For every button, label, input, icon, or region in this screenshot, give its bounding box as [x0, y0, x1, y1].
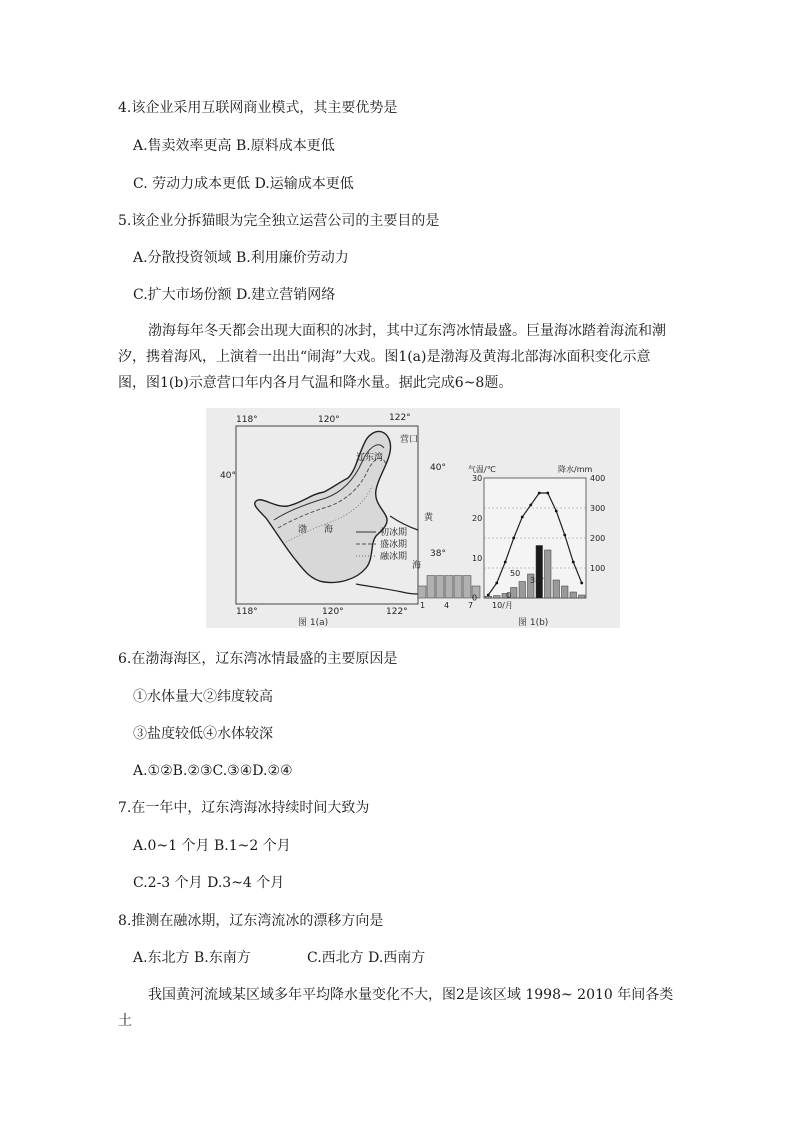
precip-bar — [536, 546, 543, 599]
figure-1 — [206, 408, 620, 628]
temperature-point — [495, 582, 498, 585]
question-7-stem: 7.在一年中，辽东湾海冰持续时间大致为 — [118, 800, 370, 816]
precip-tick: 400 — [590, 474, 606, 483]
temperature-point — [504, 561, 507, 564]
precip-bar — [570, 592, 577, 598]
temperature-point — [555, 510, 558, 513]
question-5-options-cd: C.扩大市场份额 D.建立营销网络 — [133, 287, 336, 303]
precip-bar — [553, 580, 560, 598]
question-5-options-ab: A.分散投资领域 B.利用廉价劳动力 — [133, 250, 349, 266]
question-8-options-cd: C.西北方 D.西南方 — [307, 950, 426, 966]
map-lon-bottom-120: 120° — [322, 607, 344, 617]
precip-bar — [562, 586, 569, 598]
precip-tick: 200 — [590, 534, 606, 543]
precip-bar — [519, 582, 526, 599]
temp-tick: 20 — [472, 513, 483, 523]
map-lon-top-122: 122° — [389, 413, 411, 423]
map-fragment-38: 38° — [530, 576, 545, 585]
map-lat-right-40: 40° — [430, 463, 446, 473]
temperature-point — [580, 582, 583, 585]
map-lon-bottom-118: 118° — [236, 607, 258, 617]
temp-tick: 30 — [472, 474, 483, 483]
precip-bar — [494, 596, 501, 598]
precip-tick: 100 — [590, 564, 606, 573]
climate-chart — [418, 464, 605, 610]
temp-tick: 0 — [472, 593, 478, 603]
map-lat-left-40: 40° — [220, 471, 236, 481]
precip-tick: 300 — [590, 504, 606, 513]
map-lat-38: 38° — [430, 549, 446, 559]
figure-1-svg — [206, 408, 620, 628]
precip-bar — [485, 596, 492, 598]
question-4-options-ab: A.售卖效率更高 B.原料成本更低 — [133, 138, 335, 154]
precip-tick-lower: 0 — [506, 591, 512, 600]
chart-ylabel-precip: 降水/mm — [558, 465, 593, 474]
ice-area-bar — [427, 576, 435, 598]
chart-ylabel-temp: 气温/℃ — [468, 465, 496, 474]
figure-caption-a: 图 1(a) — [298, 618, 329, 628]
map-lon-bottom-122: 122° — [386, 607, 408, 617]
question-6-items-34: ③盐度较低④水体较深 — [133, 726, 273, 742]
question-4-stem: 4.该企业采用互联网商业模式，其主要优势是 — [118, 100, 398, 116]
question-4-options-cd: C. 劳动力成本更低 D.运输成本更低 — [133, 176, 354, 192]
intro-text: 渤海每年冬天都会出现大面积的冰封，其中辽东湾冰情最盛。巨量海冰踏着海流和潮汐，携着海风，上演着一出出“闹海”大戏。图1(a)是渤海及黄海北部海冰面积变化示意图，图1(b)示意营口年内各月气温和降水量。据此完成6~8题。 — [118, 323, 666, 391]
temperature-point — [563, 534, 566, 537]
map-lon-top-120: 120° — [318, 415, 340, 425]
question-8-options-ab: A.东北方 B.东南方 — [133, 950, 251, 966]
precip-bar — [545, 550, 552, 598]
question-6-stem: 6.在渤海海区，辽东湾冰情最盛的主要原因是 — [118, 651, 398, 667]
ice-area-bar — [445, 576, 453, 598]
temperature-point — [487, 594, 490, 597]
temperature-point — [572, 561, 575, 564]
x-tick: 4 — [444, 601, 450, 610]
x-tick: 1 — [420, 601, 426, 610]
sea-bohai-1: 渤 — [298, 525, 308, 535]
temperature-point — [529, 504, 532, 507]
ice-area-bars — [418, 576, 480, 598]
temperature-point — [546, 492, 549, 495]
ice-area-bar — [436, 576, 444, 598]
sea-huang: 黄 — [424, 513, 434, 523]
question-8-stem: 8.推测在融冰期，辽东湾流冰的漂移方向是 — [118, 913, 384, 929]
ice-area-bar — [463, 576, 471, 598]
question-6-items-12: ①水体量大②纬度较高 — [133, 689, 273, 705]
sea-hai: 海 — [412, 561, 422, 571]
question-5-stem: 5.该企业分拆猫眼为完全独立运营公司的主要目的是 — [118, 213, 440, 229]
precip-tick-lower: 50 — [510, 569, 521, 578]
intro-paragraph — [118, 318, 678, 396]
precip-bar — [511, 588, 518, 599]
x-tick: 10/月 — [492, 601, 513, 610]
temperature-point — [521, 516, 524, 519]
temp-tick: 10 — [472, 553, 483, 563]
question-7-options-ab: A.0~1 个月 B.1~2 个月 — [133, 838, 291, 854]
legend-melt-label: 融冰期 — [380, 552, 408, 562]
temperature-point — [512, 537, 515, 540]
outro-text: 我国黄河流域某区域多年平均降水量变化不大，图2是该区域 1998~ 2010 年间各类土 — [118, 987, 674, 1029]
map-lon-top-118: 118° — [236, 415, 258, 425]
ice-area-bar — [418, 586, 426, 598]
place-yingkou: 营口 — [400, 435, 419, 445]
precip-bar — [579, 595, 586, 598]
place-liaodongwan: 辽东湾 — [356, 453, 384, 463]
legend-early-label: 初冰期 — [380, 528, 408, 538]
figure-caption-b: 图 1(b) — [518, 618, 549, 628]
temperature-point — [538, 492, 541, 495]
ice-area-bar — [454, 576, 462, 598]
outro-paragraph — [118, 982, 678, 1034]
shandong-coast — [356, 584, 418, 594]
legend-peak-label: 盛冰期 — [380, 540, 408, 550]
sea-bohai-2: 海 — [324, 525, 334, 535]
x-tick: 7 — [468, 601, 474, 610]
question-6-options: A.①②B.②③C.③④D.②④ — [133, 763, 293, 779]
question-7-options-cd: C.2-3 个月 D.3~4 个月 — [133, 875, 285, 891]
